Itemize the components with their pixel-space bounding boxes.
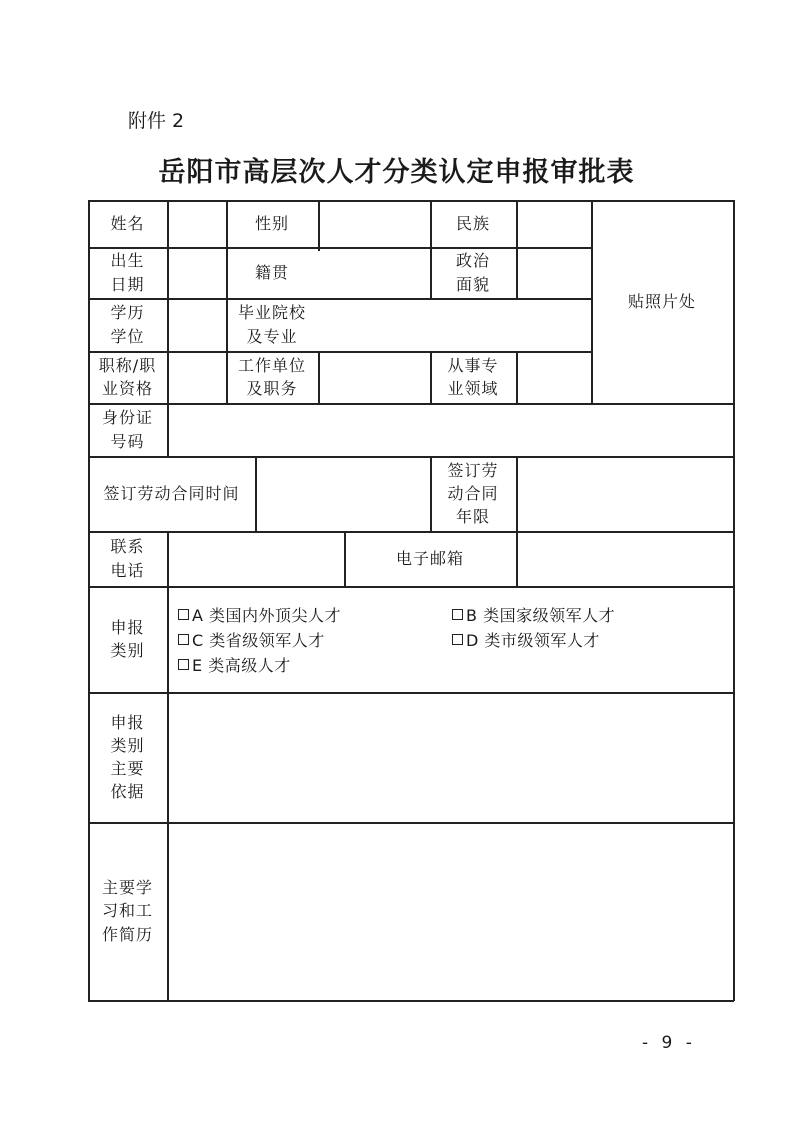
phone-label: [88, 531, 167, 586]
contract-time-field[interactable]: [255, 456, 430, 531]
email-label: 电子邮箱: [395, 548, 464, 568]
contract-term-label-line2: 动合同: [447, 483, 499, 503]
political-status-field[interactable]: [516, 247, 591, 298]
birth-date-label: [88, 247, 167, 298]
basis-label-line4: 依据: [110, 782, 145, 802]
category-option-e-label: E 类高级人才: [192, 656, 291, 675]
employer-position-field[interactable]: [318, 351, 430, 403]
category-option-d[interactable]: [452, 628, 600, 651]
category-option-c[interactable]: [178, 628, 325, 651]
basis-label-line2: 类别: [110, 735, 145, 755]
gender-field[interactable]: [318, 200, 430, 247]
birth-date-label-line1: 出生: [110, 251, 145, 271]
checkbox-icon[interactable]: [452, 609, 463, 620]
id-number-label-line2: 号码: [110, 431, 145, 451]
professional-field-field[interactable]: [516, 351, 591, 403]
professional-field-label-line2: 业领域: [447, 379, 499, 398]
basis-label-line3: 主要: [110, 759, 145, 778]
category-label-line1: 申报: [110, 617, 145, 637]
political-status-label: [430, 247, 516, 298]
phone-field[interactable]: [167, 531, 344, 586]
contract-term-label-line1: 签订劳: [447, 460, 499, 480]
education-label-line2: 学位: [110, 326, 145, 346]
gender-label: 性别: [254, 213, 289, 233]
id-number-label: [88, 403, 167, 456]
category-label-line2: 类别: [110, 641, 145, 660]
phone-label-line2: 电话: [110, 560, 145, 580]
professional-title-label-line2: 业资格: [101, 379, 153, 398]
employer-position-label-line2: 及职务: [246, 379, 298, 398]
employer-position-label: [226, 351, 318, 403]
name-field[interactable]: [167, 200, 226, 247]
table-border-right: [733, 200, 735, 1001]
checkbox-icon[interactable]: [178, 659, 189, 670]
birth-date-field[interactable]: [167, 247, 226, 298]
professional-title-label: [88, 351, 167, 403]
professional-field-label-line1: 从事专: [447, 355, 499, 375]
birth-date-label-line2: 日期: [110, 274, 145, 294]
native-place-field[interactable]: [318, 247, 430, 298]
resume-label-line3: 作简历: [101, 924, 153, 944]
category-label: [88, 586, 167, 692]
contract-term-field[interactable]: [516, 456, 733, 531]
resume-label-line1: 主要学: [101, 878, 153, 898]
political-status-label-line2: 面貌: [455, 274, 490, 294]
education-field[interactable]: [167, 298, 226, 351]
resume-label: [88, 822, 167, 1000]
category-option-c-label: C 类省级领军人才: [192, 631, 325, 650]
phone-label-line1: 联系: [110, 537, 145, 557]
employer-position-label-line1: 工作单位: [237, 355, 306, 375]
category-option-a[interactable]: [178, 603, 341, 626]
contract-term-label: [430, 456, 516, 531]
category-option-e[interactable]: [178, 653, 291, 676]
school-major-label-line1: 毕业院校: [237, 303, 306, 323]
political-status-label-line1: 政治: [455, 251, 490, 271]
id-number-field[interactable]: [167, 403, 733, 456]
native-place-label: 籍贯: [254, 262, 289, 282]
basis-label-line1: 申报: [110, 712, 145, 732]
resume-field[interactable]: [167, 822, 733, 1000]
table-border-bottom: [88, 1000, 734, 1002]
name-label: 姓名: [110, 213, 145, 233]
checkbox-icon[interactable]: [178, 634, 189, 645]
basis-field[interactable]: [167, 692, 733, 822]
checkbox-icon[interactable]: [178, 609, 189, 620]
professional-title-field[interactable]: [167, 351, 226, 403]
school-major-field[interactable]: [318, 298, 591, 351]
education-label: [88, 298, 167, 351]
category-option-b[interactable]: [452, 603, 615, 626]
page-number: - 9 -: [642, 1033, 696, 1053]
category-option-b-label: B 类国家级领军人才: [466, 606, 616, 625]
attachment-label: 附件 2: [128, 110, 185, 132]
row-divider-7: [88, 586, 734, 588]
category-option-a-label: A 类国内外顶尖人才: [192, 606, 342, 625]
school-major-label-line2: 及专业: [246, 326, 298, 346]
ethnicity-field[interactable]: [516, 200, 591, 247]
resume-label-line2: 习和工: [101, 901, 153, 921]
professional-title-label-line1: 职称/职: [98, 355, 157, 375]
photo-area[interactable]: [591, 200, 733, 403]
contract-term-label-line3: 年限: [455, 507, 490, 527]
ethnicity-label: 民族: [455, 213, 490, 233]
professional-field-label: [430, 351, 516, 403]
id-number-label-line1: 身份证: [101, 408, 153, 428]
education-label-line1: 学历: [110, 303, 145, 323]
photo-label: 贴照片处: [627, 291, 696, 311]
email-field[interactable]: [516, 531, 733, 586]
basis-label: [88, 692, 167, 822]
form-title: 岳阳市高层次人才分类认定申报审批表: [158, 157, 635, 188]
category-option-d-label: D 类市级领军人才: [466, 631, 600, 650]
contract-time-label: 签订劳动合同时间: [103, 483, 240, 503]
school-major-label: [226, 298, 318, 351]
checkbox-icon[interactable]: [452, 634, 463, 645]
